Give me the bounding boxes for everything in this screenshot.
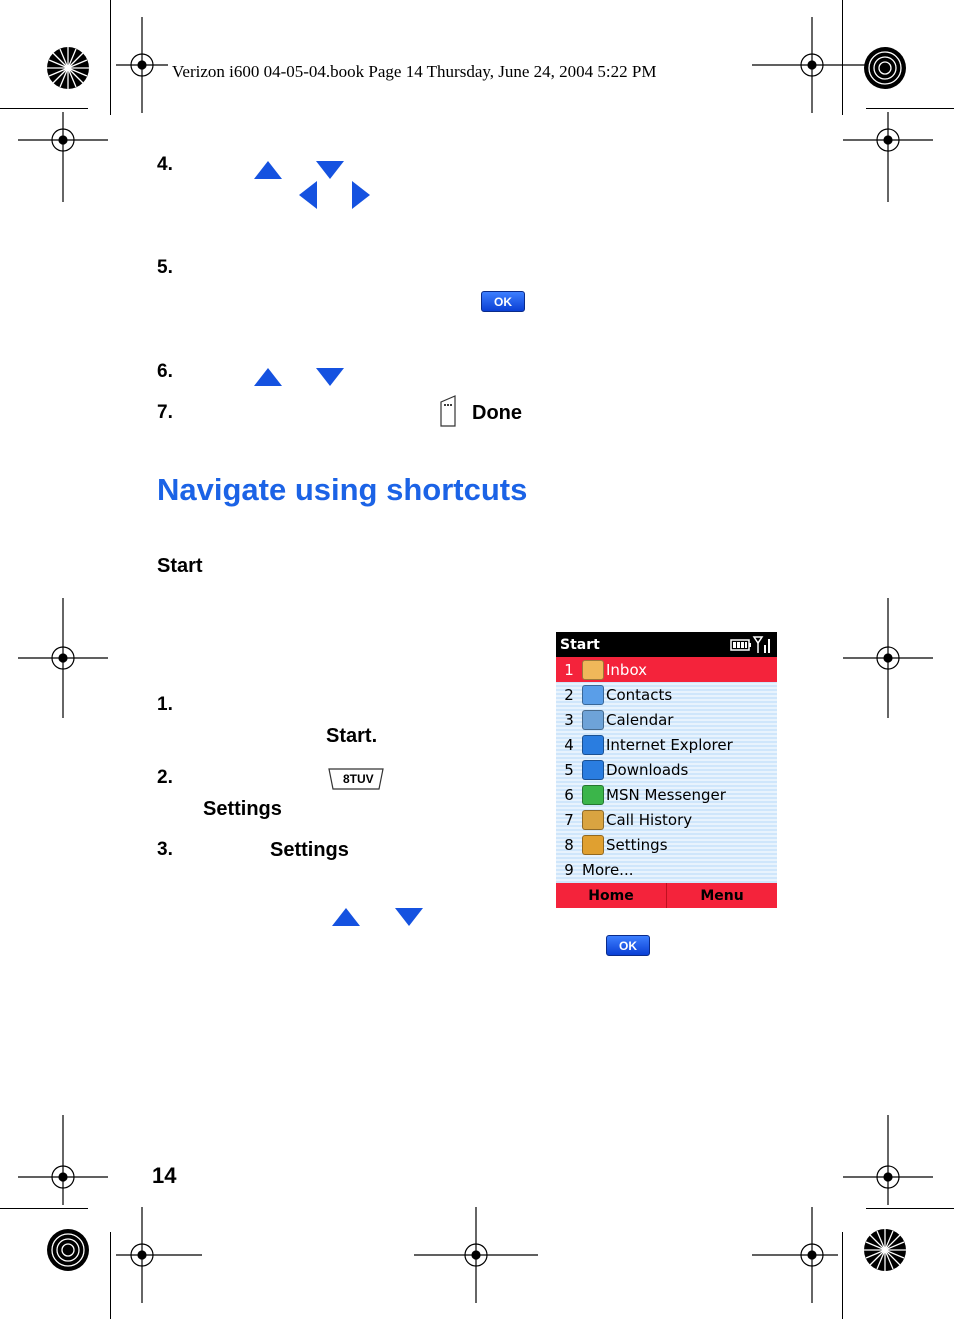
arrow-up-icon — [253, 367, 283, 387]
internet-explorer-icon — [582, 735, 604, 755]
phone-title: Start — [560, 636, 600, 653]
contacts-icon — [582, 685, 604, 705]
menu-item-number: 8 — [564, 835, 574, 854]
call-history-icon — [582, 810, 604, 830]
step-number: 4. — [157, 154, 173, 175]
step-number: 5. — [157, 257, 173, 278]
arrow-down-icon — [315, 160, 345, 180]
menu-item-number: 9 — [564, 860, 574, 879]
phone-softkeys — [556, 883, 777, 908]
arrow-right-icon — [351, 180, 371, 210]
arrow-up-icon — [253, 160, 283, 180]
step-number: 7. — [157, 402, 173, 423]
phone-menu-item[interactable] — [556, 857, 777, 882]
calendar-icon — [582, 710, 604, 730]
arrow-left-icon — [298, 180, 318, 210]
menu-item-label: Calendar — [606, 710, 674, 729]
phone-menu-item[interactable] — [556, 757, 777, 782]
menu-item-label: Contacts — [606, 685, 673, 704]
section-title: Navigate using shortcuts — [157, 472, 528, 507]
page-number: 14 — [152, 1163, 177, 1188]
step-text: Settings — [203, 798, 282, 820]
phone-menu-item[interactable] — [556, 732, 777, 757]
start-label: Start — [157, 555, 203, 577]
arrow-down-icon — [394, 907, 424, 927]
menu-item-number: 2 — [564, 685, 574, 704]
phone-menu-item[interactable] — [556, 782, 777, 807]
step-number: 1. — [157, 694, 173, 715]
print-header: Verizon i600 04-05-04.book Page 14 Thursday, June 24, 2004 5:22 PM — [172, 62, 657, 81]
phone-menu-item[interactable] — [556, 682, 777, 707]
settings-icon — [582, 835, 604, 855]
softkey-menu[interactable]: Menu — [700, 887, 744, 904]
menu-item-label: Inbox — [606, 660, 648, 679]
phone-menu-item[interactable] — [556, 832, 777, 857]
step-text: Start. — [326, 725, 378, 747]
phone-menu-item[interactable] — [556, 657, 777, 682]
softkey-home[interactable]: Home — [556, 883, 667, 908]
step-number: 2. — [157, 767, 173, 788]
menu-item-label: Internet Explorer — [606, 735, 733, 754]
inbox-icon — [582, 660, 604, 680]
menu-item-label: Downloads — [606, 760, 689, 779]
menu-item-number: 4 — [564, 735, 574, 754]
menu-item-label: Call History — [606, 810, 693, 829]
phone-menu-item[interactable] — [556, 807, 777, 832]
menu-item-number: 1 — [564, 660, 574, 679]
menu-item-label: MSN Messenger — [606, 785, 726, 804]
phone-title-bar — [556, 632, 777, 657]
menu-item-label: More... — [582, 860, 634, 879]
ok-key-icon: OK — [606, 935, 650, 956]
battery-signal-icon — [730, 635, 774, 654]
menu-item-label: Settings — [606, 835, 668, 854]
menu-item-number: 6 — [564, 785, 574, 804]
phone-menu-list — [556, 657, 777, 883]
menu-item-number: 5 — [564, 760, 574, 779]
phone-menu-item[interactable] — [556, 707, 777, 732]
msn-messenger-icon — [582, 785, 604, 805]
softkey-label-done: Done — [472, 402, 522, 424]
step-text: Settings — [270, 839, 349, 861]
step-number: 3. — [157, 839, 173, 860]
menu-item-number: 7 — [564, 810, 574, 829]
arrow-up-icon — [331, 907, 361, 927]
ok-key-icon: OK — [481, 291, 525, 312]
left-softkey-icon — [438, 394, 458, 428]
key-8-label: 8TUV — [343, 772, 374, 786]
arrow-down-icon — [315, 367, 345, 387]
menu-item-number: 3 — [564, 710, 574, 729]
phone-screen — [556, 632, 777, 908]
step-number: 6. — [157, 361, 173, 382]
downloads-icon — [582, 760, 604, 780]
